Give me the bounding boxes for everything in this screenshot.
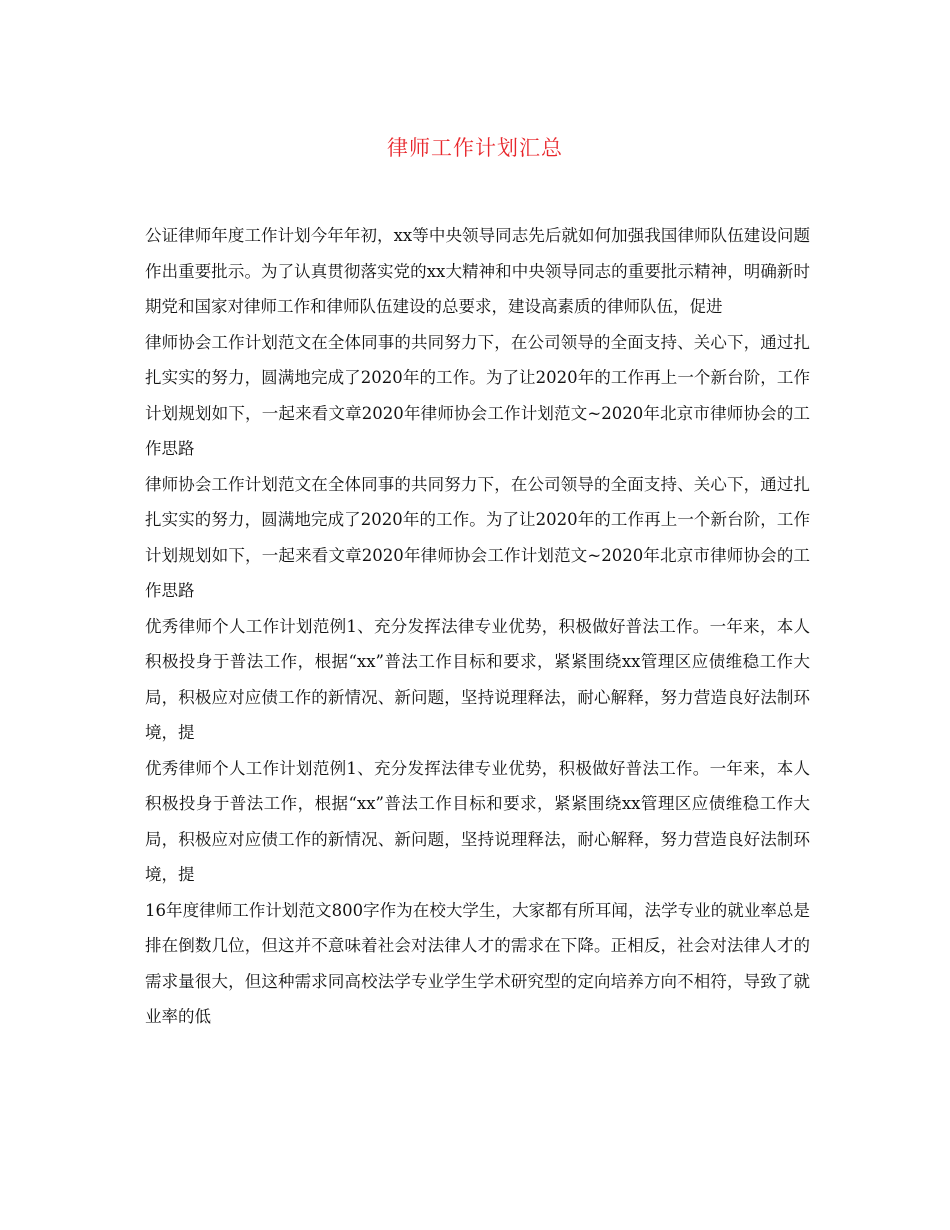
paragraph-3: 律师协会工作计划范文在全体同事的共同努力下，在公司领导的全面支持、关心下，通过扎扎实实的努力，圆满地完成了2020年的工作。为了让2020年的工作再上一个新台阶，工作计划规划如下，一起来看文章2020年律师协会工作计划范文~2020年北京市律师协会的工作思路 [145,474,810,600]
document-title: 律师工作计划汇总 [387,136,563,160]
paragraph-2: 律师协会工作计划范文在全体同事的共同努力下，在公司领导的全面支持、关心下，通过扎扎实实的努力，圆满地完成了2020年的工作。为了让2020年的工作再上一个新台阶，工作计划规划如下，一起来看文章2020年律师协会工作计划范文~2020年北京市律师协会的工作思路 [145,332,810,458]
paragraph-5: 优秀律师个人工作计划范例1、充分发挥法律专业优势，积极做好普法工作。一年来，本人积极投身于普法工作，根据“xx”普法工作目标和要求，紧紧围绕xx管理区应债维稳工作大局，积极应对应债工作的新情况、新问题，坚持说理释法，耐心解释，努力营造良好法制环境，提 [145,758,810,884]
paragraph-6: 16年度律师工作计划范文800字作为在校大学生，大家都有所耳闻，法学专业的就业率总是排在倒数几位，但这并不意味着社会对法律人才的需求在下降。正相反，社会对法律人才的需求量很大，但这种需求同高校法学专业学生学术研究型的定向培养方向不相符，导致了就业率的低 [145,900,810,1026]
paragraph-4: 优秀律师个人工作计划范例1、充分发挥法律专业优势，积极做好普法工作。一年来，本人积极投身于普法工作，根据“xx”普法工作目标和要求，紧紧围绕xx管理区应债维稳工作大局，积极应对应债工作的新情况、新问题，坚持说理释法，耐心解释，努力营造良好法制环境，提 [145,616,810,742]
paragraph-1: 公证律师年度工作计划今年年初，xx等中央领导同志先后就如何加强我国律师队伍建设问题作出重要批示。为了认真贯彻落实党的xx大精神和中央领导同志的重要批示精神，明确新时期党和国家对律师工作和律师队伍建设的总要求，建设高素质的律师队伍，促进 [145,226,810,316]
document-body [145,218,810,1035]
